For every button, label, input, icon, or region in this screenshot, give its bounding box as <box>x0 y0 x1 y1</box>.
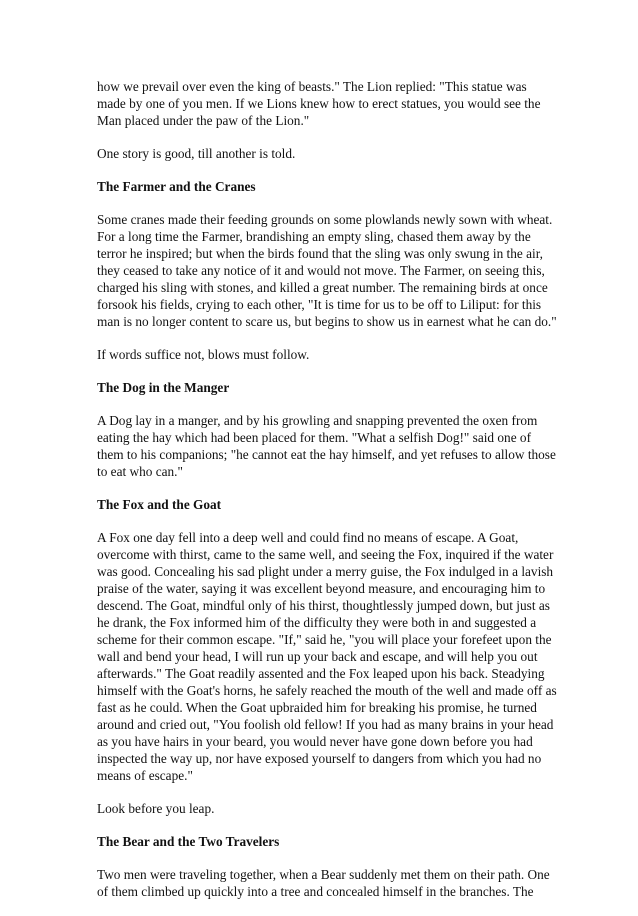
text-line: charged his sling with stones, and killed a great number. The remaining birds at once <box>97 280 548 295</box>
text-line: praise of the water, saying it was excellent beyond measure, and encouraging him to <box>97 581 546 596</box>
text-line: overcome with thirst, came to the same well, and seeing the Fox, inquired if the water <box>97 547 554 562</box>
text-line: Two men were traveling together, when a Bear suddenly met them on their path. One <box>97 867 550 882</box>
text-line: wall and bend your head, I will run up your back and escape, and will help you out <box>97 649 538 664</box>
text-line: man is no longer content to scare us, but begins to show us in earnest what he can do." <box>97 314 557 329</box>
section-heading <box>97 496 545 513</box>
section-heading <box>97 178 545 195</box>
text-line: he drank, the Fox informed him of the difficulty they were both in and suggested a <box>97 615 537 630</box>
text-line: For a long time the Farmer, brandishing an empty sling, chased them away by the <box>97 229 531 244</box>
text-line: himself with the Goat's horns, he safely reached the mouth of the well and made off as <box>97 683 557 698</box>
paragraph <box>97 529 557 784</box>
text-line: scheme for their common escape. "If," said he, "you will place your forefeet upon the <box>97 632 552 647</box>
moral-line <box>97 145 545 162</box>
text-line: descend. The Goat, mindful only of his thirst, thoughtlessly jumped down, but just as <box>97 598 550 613</box>
moral-line <box>97 346 545 363</box>
text-line: If words suffice not, blows must follow. <box>97 347 310 362</box>
text-line: fast as he could. When the Goat upbraided him for breaking his promise, he turned <box>97 700 537 715</box>
text-line: means of escape." <box>97 768 193 783</box>
text-line: Look before you leap. <box>97 801 215 816</box>
text-line: eating the hay which had been placed for them. "What a selfish Dog!" said one of <box>97 430 531 445</box>
text-line: A Dog lay in a manger, and by his growling and snapping prevented the oxen from <box>97 413 538 428</box>
text-line: afterwards." The Goat readily assented and the Fox leaped upon his back. Steadying <box>97 666 545 681</box>
text-line: made by one of you men. If we Lions knew how to erect statues, you would see the <box>97 96 541 111</box>
text-line: terror he inspired; but when the birds found that the sling was only swung in the air, <box>97 246 543 261</box>
text-line: inspected the way up, nor have exposed yourself to dangers from which you had no <box>97 751 542 766</box>
text-line: to eat who can." <box>97 464 183 479</box>
text-line: A Fox one day fell into a deep well and could find no means of escape. A Goat, <box>97 530 519 545</box>
document-page <box>97 78 557 916</box>
text-line: The Fox and the Goat <box>97 497 222 512</box>
paragraph <box>97 866 550 900</box>
text-line: The Dog in the Manger <box>97 380 230 395</box>
text-line: forsook his fields, crying to each other, "It is time for us to be off to Liliput: for this <box>97 297 542 312</box>
section-heading <box>97 833 545 850</box>
text-line: them to his companions; "he cannot eat the hay himself, and yet refuses to allow those <box>97 447 556 462</box>
text-line: how we prevail over even the king of beasts." The Lion replied: "This statue was <box>97 79 527 94</box>
text-line: around and cried out, "You foolish old fellow! If you had as many brains in your head <box>97 717 554 732</box>
text-line: of them climbed up quickly into a tree and concealed himself in the branches. The <box>97 884 534 899</box>
section-heading <box>97 379 545 396</box>
text-line: The Farmer and the Cranes <box>97 179 256 194</box>
paragraph <box>97 412 556 480</box>
paragraph <box>97 78 545 129</box>
paragraph <box>97 211 557 330</box>
text-line: Man placed under the paw of the Lion." <box>97 113 310 128</box>
text-line: they ceased to take any notice of it and would not move. The Farmer, on seeing this, <box>97 263 545 278</box>
text-line: Some cranes made their feeding grounds on some plowlands newly sown with wheat. <box>97 212 553 227</box>
text-line: The Bear and the Two Travelers <box>97 834 280 849</box>
text-line: One story is good, till another is told. <box>97 146 296 161</box>
text-line: was good. Concealing his sad plight under a merry guise, the Fox indulged in a lavish <box>97 564 554 579</box>
moral-line <box>97 800 545 817</box>
text-line: as you have hairs in your beard, you would never have gone down before you had <box>97 734 533 749</box>
